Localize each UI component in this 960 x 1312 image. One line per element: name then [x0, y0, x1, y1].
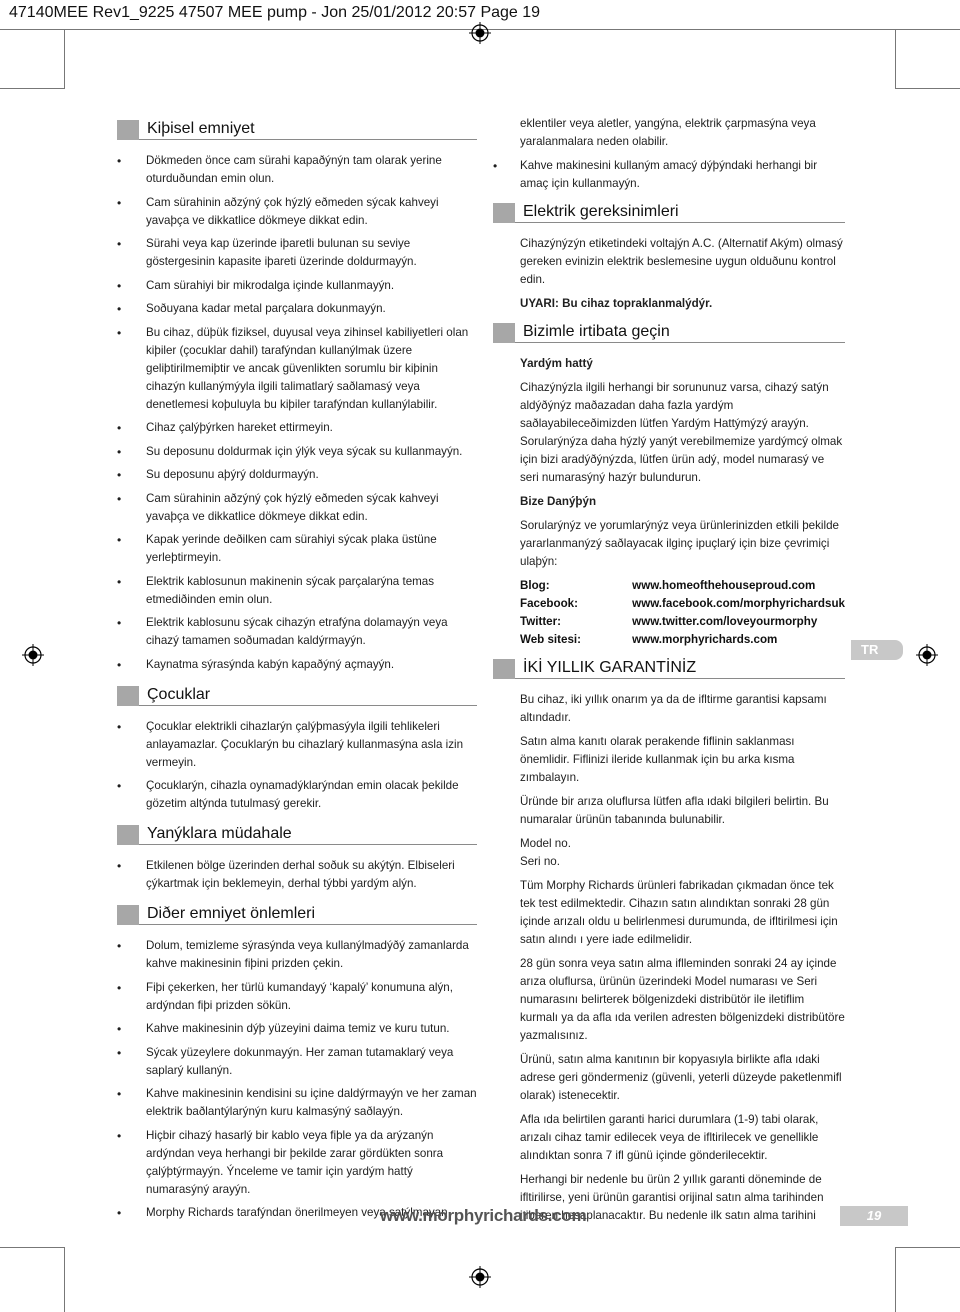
section-heading-electric: [493, 201, 845, 223]
section-title: Çocuklar: [147, 685, 211, 703]
list-item: • Dökmeden önce cam sürahi kapaðýnýn tam olarak yerine oturduðundan emin olun.: [117, 152, 477, 188]
list-item: • Dolum, temizleme sýrasýnda veya kullanýlmadýðý zamanlarda kahve makinesinin fiþini prizden çekin.: [117, 937, 477, 973]
heading-rule: [515, 222, 845, 223]
left-column: [117, 118, 477, 1228]
heading-bar: [117, 120, 139, 140]
registration-mark-top-icon: [469, 22, 491, 44]
link-value[interactable]: www.facebook.com/morphyrichardsuk: [632, 597, 845, 610]
crop-line-right-lower: [895, 1247, 896, 1312]
serial-no: Seri no.: [520, 855, 560, 868]
heading-bar: [493, 659, 515, 679]
crop-line-left-bottom: [0, 1247, 64, 1248]
heading-bar: [493, 323, 515, 343]
table-row: [520, 577, 845, 595]
crop-line-right: [895, 29, 896, 89]
link-value[interactable]: www.homeofthehouseproud.com: [632, 579, 816, 592]
heading-bar: [493, 203, 515, 223]
heading-rule: [139, 844, 477, 845]
warranty-text: Satın alma kanıtı olarak perakende fiflinin saklanması önemlidir. Fiflinizi ileride kullanmak için bu arka kısma zımbalayın.: [520, 735, 795, 784]
heading-bar: [117, 825, 139, 845]
list-item: • Kapak yerinde deðilken cam sürahiyi sýcak plaka üstüne yerleþtirmeyin.: [117, 531, 477, 567]
warranty-text: Bu cihaz, iki yıllık onarım ya da de ifltirme garantisi kapsamı altındadır.: [520, 693, 827, 724]
warranty-text: Tüm Morphy Richards ürünleri fabrikadan çıkmadan önce tek tek test edilmektedir. Cihazın satın alındıktan sonraki 28 gün içinde arızalı oldu u belirlenmesi durumunda, de ifltirilmesi için satın alındı ı yere iade edilmelidir.: [520, 879, 838, 946]
footer-website: www.morphyrichards.com: [380, 1206, 587, 1225]
list-item: • Sürahi veya kap üzerinde iþaretli bulunan su seviye göstergesinin kapasite iþareti üzerinde doldurmayýn.: [117, 235, 477, 271]
section-title: İKİ YILLIK GARANTİNİZ: [523, 659, 697, 676]
list-item: • Elektrik kablosunun makinenin sýcak parçalarýna temas etmediðinden emin olun.: [117, 573, 477, 609]
link-label: Blog:: [520, 579, 550, 592]
continuation-text: eklentiler veya aletler, yangýna, elektrik çarpmasýna veya yaralanmalara neden olabilir.: [520, 117, 816, 148]
warranty-text: 28 gün sonra veya satın alma iflleminden sonraki 24 ay içinde arıza oluflursa, ürünün üzerindeki Model numarası ve Seri numarasını belirterek bölgenizdeki distribütör ile iletiflim kurmalı ya da afla ıda verilen adresten bölgenizdeki distribütöre yazmalısınız.: [520, 957, 845, 1042]
section-heading-burns: [117, 823, 477, 845]
helpline-text: Sorularýnýza daha hýzlý yanýt verebilmemize yardýmcý olmak için bizi aradýðýnýzda, lütfen ürün adý, model numarasý ve seri numarasýný hazýr bulundurun.: [520, 435, 843, 484]
list-item: • Morphy Richards tarafýndan önerilmeyen veya satýlmayan: [117, 1204, 477, 1222]
warranty-text: Herhangi bir nedenle bu ürün 2 yıllık garanti döneminde de ifltirilirse, yeni ürünün garantisi orijinal satın alma tarihinden itibaren hesaplanacaktır. Bu nedenle ilk satın alma tarihini: [520, 1173, 824, 1222]
electric-text: Cihazýnýzýn etiketindeki voltajýn A.C. (Alternatif Akým) olmasý gereken evinizin elektrik beslemesine uygun olduðunu kontrol edin.: [520, 237, 843, 286]
list-item: • Kahve makinesinin dýþ yüzeyini daima temiz ve kuru tutun.: [117, 1020, 477, 1038]
list-item: • Bu cihaz, düþük fiziksel, duyusal veya zihinsel kabiliyetleri olan kiþiler (çocuklar dahil) tarafýndan kullanýlmak üzere geliþtirilmemiþtir ve ancak güvenlikten sorumlu bir kiþinin cihazýn kullanýmýyla ilgili talimatlarý saðlamasý veya denetlemesi koþuluyla bu kiþiler tarafýndan kullanýlabilir.: [117, 324, 477, 414]
burns-list: [117, 857, 477, 893]
list-item: • Hiçbir cihazý hasarlý bir kablo veya fiþle ya da arýzanýn ardýndan veya herhangi bir þekilde zarar gördükten sonra çalýþtýrmayýn. Ýnceleme ve tamir için yardým hattý numarasýný arayýn.: [117, 1127, 477, 1199]
section-heading-other: [117, 903, 477, 925]
warranty-body: [493, 691, 845, 1225]
registration-mark-bottom-icon: [469, 1266, 491, 1288]
heading-bar: [117, 686, 139, 706]
helpline-title: Yardým hattý: [520, 357, 593, 370]
section-heading-warranty: [493, 657, 845, 679]
right-column: [493, 115, 845, 1231]
heading-bar: [117, 905, 139, 925]
table-row: [520, 631, 845, 649]
list-item: • Kahve makinesinin kendisini su içine daldýrmayýn ve her zaman elektrik baðlantýlarýnýn kuru kalmasýný saðlayýn.: [117, 1085, 477, 1121]
section-title: Elektrik gereksinimleri: [523, 203, 679, 220]
table-row: [520, 613, 845, 631]
table-row: [520, 595, 845, 613]
right-list: [493, 157, 845, 193]
list-item: • Çocuklarýn, cihazla oynamadýklarýndan emin olacak þekilde gözetim altýnda tutulmasý gerekir.: [117, 777, 477, 813]
registration-mark-left-icon: [22, 644, 44, 666]
link-value[interactable]: www.twitter.com/loveyourmorphy: [632, 615, 818, 628]
link-label: Web sitesi:: [520, 633, 581, 646]
list-item: • Cihaz çalýþýrken hareket ettirmeyin.: [117, 419, 477, 437]
reach-text: Sorularýnýz ve yorumlarýnýz veya ürünlerinizden etkili þekilde yararlanmanýzý saðlayacak ilginç ipuçlarý için bize çevrimiçi ulaþýn:: [520, 519, 839, 568]
section-title: Bizimle irtibata geçin: [523, 323, 670, 340]
section-title: Diðer emniyet önlemleri: [147, 905, 316, 922]
warranty-text: Ürünü, satın alma kanıtının bir kopyasıyla birlikte afla ıdaki adrese geri göndermeniz (güvenli, yeterli düzeyde paketlenmifl olarak) istenecektir.: [520, 1053, 842, 1102]
list-item: • Etkilenen bölge üzerinden derhal soðuk su akýtýn. Elbiseleri çýkartmak için beklemeyin, derhal týbbi yardým alýn.: [117, 857, 477, 893]
other-list: [117, 937, 477, 1222]
electric-warning: UYARI: Bu cihaz topraklanmalýdýr.: [520, 297, 713, 310]
reach-title: Bize Danýþýn: [520, 495, 597, 508]
section-heading-children: [117, 684, 477, 706]
heading-rule: [139, 924, 477, 925]
list-item: • Fiþi çekerken, her türlü kumandayý ‘kapalý’ konumuna alýn, ardýndan fiþi prizden sökün.: [117, 979, 477, 1015]
page-number: 19: [840, 1206, 908, 1226]
section-heading-safety: [117, 118, 477, 140]
print-header-text: 47140MEE Rev1_9225 47507 MEE pump - Jon 25/01/2012 20:57 Page 19: [9, 4, 541, 21]
link-value[interactable]: www.morphyrichards.com: [632, 633, 778, 646]
crop-line-right-top: [896, 88, 960, 89]
contact-body: [493, 355, 845, 649]
electric-body: [493, 235, 845, 313]
heading-rule: [515, 342, 845, 343]
crop-line-right-bottom: [896, 1247, 960, 1248]
list-item: • Soðuyana kadar metal parçalara dokunmayýn.: [117, 300, 477, 318]
heading-rule: [515, 678, 845, 679]
section-title: Yanýklara müdahale: [147, 825, 292, 842]
list-item: • Kahve makinesini kullaným amacý dýþýndaki herhangi bir amaç için kullanmayýn.: [493, 157, 845, 193]
links-table: [520, 577, 845, 649]
warranty-text: Üründe bir arıza oluflursa lütfen afla ıdaki bilgileri belirtin. Bu numaralar ürünün tabanında bulunabilir.: [520, 795, 829, 826]
list-item: • Su deposunu aþýrý doldurmayýn.: [117, 466, 477, 484]
list-item: • Çocuklar elektrikli cihazlarýn çalýþmasýyla ilgili tehlikeleri anlayamazlar. Çocuklarýn bu cihazlarý kullanmasýna asla izin vermeyin.: [117, 718, 477, 772]
safety-list: [117, 152, 477, 674]
children-list: [117, 718, 477, 814]
link-label: Twitter:: [520, 615, 562, 628]
crop-line-left: [64, 29, 65, 89]
section-title: Kiþisel emniyet: [147, 120, 255, 137]
section-heading-contact: [493, 321, 845, 343]
helpline-text: Cihazýnýzla ilgili herhangi bir sorununuz varsa, cihazý satýn aldýðýnýz maðazadan daha fazla yardým saðlayabileceðimizden lütfen Yardým Hattýmýzý arayýn.: [520, 381, 829, 430]
heading-rule: [139, 705, 477, 706]
warranty-text: Afla ıda belirtilen garanti harici durumlara (1-9) tabi olarak, arızalı cihaz tamir edilecek veya de ifltirilecek ve genellikle alındıktan sonra 7 ifl günü içinde gönderilecektir.: [520, 1113, 819, 1162]
language-tab: TR: [851, 640, 903, 660]
crop-line-left-top: [0, 88, 64, 89]
crop-line-left-lower: [64, 1247, 65, 1312]
list-item: • Sýcak yüzeylere dokunmayýn. Her zaman tutamaklarý veya saplarý kullanýn.: [117, 1044, 477, 1080]
registration-mark-right-icon: [916, 644, 938, 666]
link-label: Facebook:: [520, 597, 578, 610]
list-item: • Elektrik kablosunu sýcak cihazýn etrafýna dolamayýn veya cihazý tamamen soðumadan kaldýrmayýn.: [117, 614, 477, 650]
list-item: • Cam sürahinin aðzýný çok hýzlý eðmeden sýcak kahveyi yavaþça ve dikkatlice dökmeye dikkat edin.: [117, 490, 477, 526]
list-item: • Su deposunu doldurmak için ýlýk veya sýcak su kullanmayýn.: [117, 443, 477, 461]
model-no: Model no.: [520, 837, 571, 850]
list-item: • Cam sürahinin aðzýný çok hýzlý eðmeden sýcak kahveyi yavaþça ve dikkatlice dökmeye dikkat edin.: [117, 194, 477, 230]
heading-rule: [139, 139, 477, 140]
list-item: • Cam sürahiyi bir mikrodalga içinde kullanmayýn.: [117, 277, 477, 295]
list-item: • Kaynatma sýrasýnda kabýn kapaðýný açmayýn.: [117, 656, 477, 674]
